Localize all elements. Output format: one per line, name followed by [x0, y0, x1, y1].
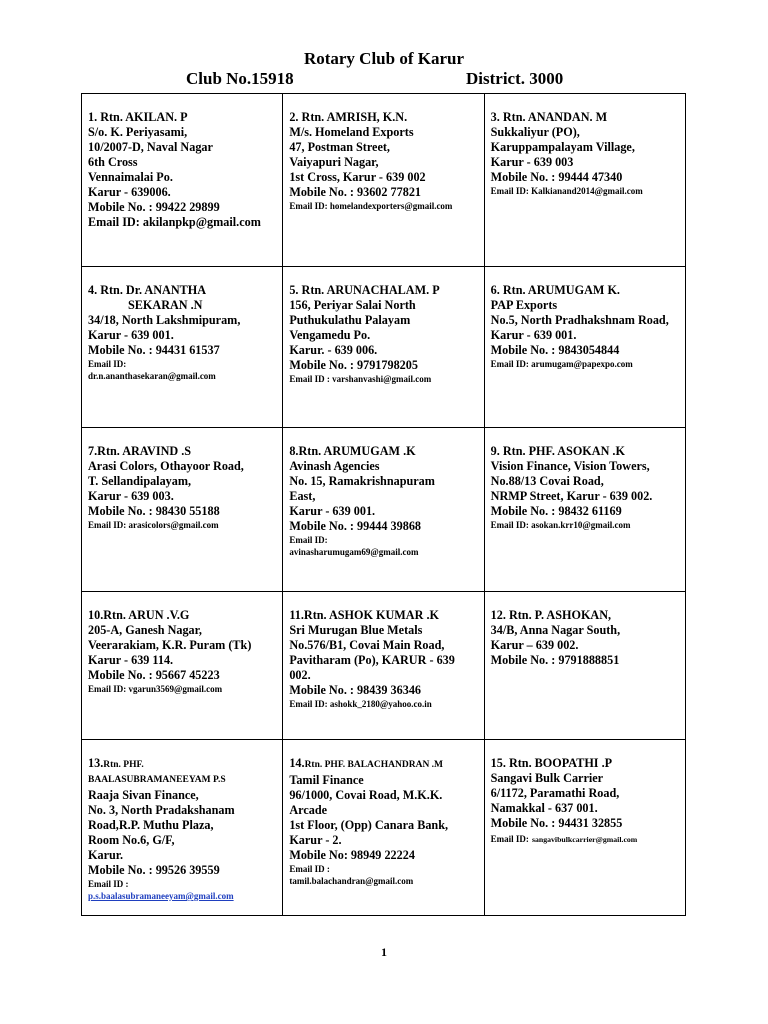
member-address-line: No.576/B1, Covai Main Road,: [289, 638, 445, 652]
member-address-line: T. Sellandipalayam,: [88, 474, 192, 488]
member-email-label: Email ID:: [490, 834, 529, 844]
page-title: Rotary Club of Karur: [303, 49, 465, 68]
member-name-prefix: Rtn. PHF.: [103, 760, 144, 770]
member-name: 8.Rtn. ARUMUGAM .K: [289, 444, 416, 458]
member-address-line: Karur - 639 001.: [490, 328, 577, 342]
member-address-line: Raaja Sivan Finance,: [88, 788, 199, 802]
member-mobile: Mobile No. : 99444 47340: [490, 170, 623, 184]
member-address-line: East,: [289, 489, 316, 503]
table-row: [82, 428, 686, 592]
member-address-line: Room No.6, G/F,: [88, 833, 175, 847]
member-card: [283, 740, 484, 916]
member-name: 6. Rtn. ARUMUGAM K.: [490, 283, 620, 297]
member-card: [484, 428, 685, 592]
member-name: 10.Rtn. ARUN .V.G: [88, 608, 190, 622]
member-card: [82, 740, 283, 916]
member-address-line: 34/B, Anna Nagar South,: [490, 623, 621, 637]
member-email: Email ID: arasicolors@gmail.com: [88, 520, 219, 530]
member-address-line: Arcade: [289, 803, 328, 817]
member-card: [82, 428, 283, 592]
member-mobile: Mobile No. : 98439 36346: [289, 683, 422, 697]
member-address-line: Karur - 639006.: [88, 185, 171, 199]
member-address-line: No.88/13 Covai Road,: [490, 474, 604, 488]
member-mobile: Mobile No. : 93602 77821: [289, 185, 422, 199]
member-name: 7.Rtn. ARAVIND .S: [88, 444, 192, 458]
member-name: 4. Rtn. Dr. ANANTHA: [88, 283, 207, 297]
member-name: 11.Rtn. ASHOK KUMAR .K: [289, 608, 439, 622]
member-card: [283, 94, 484, 267]
member-address-line: 34/18, North Lakshmipuram,: [88, 313, 241, 327]
member-address-line: 1st Cross, Karur - 639 002: [289, 170, 426, 184]
member-address-line: M/s. Homeland Exports: [289, 125, 414, 139]
member-mobile: Mobile No. : 95667 45223: [88, 668, 220, 682]
table-row: [82, 592, 686, 740]
member-mobile: Mobile No. : 99444 39868: [289, 519, 422, 533]
member-email: tamil.balachandran@gmail.com: [289, 876, 414, 886]
member-mobile: Mobile No. : 9791798205: [289, 358, 418, 372]
member-address-line: 96/1000, Covai Road, M.K.K.: [289, 788, 443, 802]
member-address-line: Karur - 639 114.: [88, 653, 174, 667]
member-address-line: Vaiyapuri Nagar,: [289, 155, 379, 169]
member-number: 14.: [289, 756, 305, 770]
member-address-line: Karur - 639 001.: [289, 504, 376, 518]
member-card: [82, 592, 283, 740]
member-address-line: Road,R.P. Muthu Plaza,: [88, 818, 214, 832]
member-address-line: Sri Murugan Blue Metals: [289, 623, 423, 637]
member-address-line: Arasi Colors, Othayoor Road,: [88, 459, 244, 473]
member-card: [484, 740, 685, 916]
member-address-line: 156, Periyar Salai North: [289, 298, 416, 312]
member-mobile: Mobile No. : 9791888851: [490, 653, 620, 667]
member-email-label: Email ID:: [289, 535, 328, 545]
member-name: 5. Rtn. ARUNACHALAM. P: [289, 283, 440, 297]
member-email-label: Email ID:: [88, 359, 127, 369]
member-email: Email ID: vgarun3569@gmail.com: [88, 684, 223, 694]
member-email: Email ID: ashokk_2180@yahoo.co.in: [289, 699, 432, 709]
member-address-line: Sangavi Bulk Carrier: [490, 771, 604, 785]
member-address-line: PAP Exports: [490, 298, 558, 312]
member-card: [82, 267, 283, 428]
member-address-line: NRMP Street, Karur - 639 002.: [490, 489, 653, 503]
member-name-continued: SEKARAN .N: [128, 298, 203, 312]
member-mobile: Mobile No. : 98432 61169: [490, 504, 622, 518]
member-email-link[interactable]: p.s.baalasubramaneeyam@gmail.com: [88, 891, 234, 901]
member-mobile: Mobile No. : 98430 55188: [88, 504, 220, 518]
member-address-line: 10/2007-D, Naval Nagar: [88, 140, 213, 154]
member-address-line: Puthukulathu Palayam: [289, 313, 411, 327]
member-email: dr.n.ananthasekaran@gmail.com: [88, 371, 216, 381]
member-address-line: Pavitharam (Po), KARUR - 639: [289, 653, 455, 667]
member-mobile: Mobile No. : 94431 61537: [88, 343, 220, 357]
member-address-line: 1st Floor, (Opp) Canara Bank,: [289, 818, 449, 832]
member-address-line: No.5, North Pradhakshnam Road,: [490, 313, 669, 327]
member-email: Email ID: asokan.krr10@gmail.com: [490, 520, 631, 530]
member-card: [484, 267, 685, 428]
member-name-prefix: Rtn. PHF. BALACHANDRAN .M: [304, 760, 444, 770]
member-card: [484, 592, 685, 740]
member-address-line: Avinash Agencies: [289, 459, 380, 473]
member-address-line: Karur - 2.: [289, 833, 342, 847]
member-address-line: Karuppampalayam Village,: [490, 140, 635, 154]
member-email-value: sangavibulkcarrier@gmail.com: [531, 835, 638, 844]
member-email: Email ID : varshanvashi@gmail.com: [289, 374, 432, 384]
member-address-line: 6/1172, Paramathi Road,: [490, 786, 620, 800]
member-card: [82, 94, 283, 267]
member-name: [289, 756, 479, 773]
member-name: 1. Rtn. AKILAN. P: [88, 110, 188, 124]
member-address-line: 205-A, Ganesh Nagar,: [88, 623, 202, 637]
member-address-line: 6th Cross: [88, 155, 138, 169]
district-number: District. 3000: [466, 69, 564, 88]
member-address-line: Karur - 639 001.: [88, 328, 174, 342]
member-card: [283, 428, 484, 592]
member-name: 3. Rtn. ANANDAN. M: [490, 110, 608, 124]
table-row: [82, 94, 686, 267]
member-address-line: Karur. - 639 006.: [289, 343, 378, 357]
member-mobile: Mobile No. : 9843054844: [490, 343, 620, 357]
club-number: Club No.15918: [186, 69, 294, 88]
member-mobile: Mobile No. : 99422 29899: [88, 200, 220, 214]
member-address-line: Veerarakiam, K.R. Puram (Tk): [88, 638, 252, 652]
member-card: [283, 267, 484, 428]
member-mobile: Mobile No. : 99526 39559: [88, 863, 220, 877]
member-email: Email ID: Kalkianand2014@gmail.com: [490, 186, 643, 196]
member-email: [491, 831, 681, 847]
table-row: [82, 267, 686, 428]
member-address-line: No. 15, Ramakrishnapuram: [289, 474, 435, 488]
member-address-line: Sukkaliyur (PO),: [490, 125, 580, 139]
member-card: [484, 94, 685, 267]
member-name: 15. Rtn. BOOPATHI .P: [490, 756, 613, 770]
member-address-line: Vision Finance, Vision Towers,: [490, 459, 650, 473]
member-name: [88, 756, 278, 773]
member-email: avinasharumugam69@gmail.com: [289, 547, 419, 557]
member-mobile: Mobile No. : 94431 32855: [490, 816, 623, 830]
member-address-line: Namakkal - 637 001.: [490, 801, 598, 815]
member-email: Email ID: homelandexporters@gmail.com: [289, 201, 453, 211]
member-card: [283, 592, 484, 740]
member-address-line: Vengamedu Po.: [289, 328, 371, 342]
member-name: 2. Rtn. AMRISH, K.N.: [289, 110, 408, 124]
member-directory-table: [81, 93, 686, 916]
member-email: Email ID: arumugam@papexpo.com: [490, 359, 633, 369]
member-address-line: S/o. K. Periyasami,: [88, 125, 188, 139]
member-name: 12. Rtn. P. ASHOKAN,: [490, 608, 612, 622]
member-email-label: Email ID :: [88, 879, 129, 889]
table-row: [82, 740, 686, 916]
member-name: 9. Rtn. PHF. ASOKAN .K: [490, 444, 625, 458]
member-address-line: Karur.: [88, 848, 124, 862]
member-address-line: Karur - 639 003: [490, 155, 574, 169]
member-address-line: Karur - 639 003.: [88, 489, 174, 503]
member-email-label: Email ID :: [289, 864, 330, 874]
member-email: Email ID: akilanpkp@gmail.com: [88, 215, 261, 229]
member-number: 13.: [88, 756, 104, 770]
member-address-line: No. 3, North Pradakshanam: [88, 803, 235, 817]
member-address-line: 002.: [289, 668, 311, 682]
member-address-line: Vennaimalai Po.: [88, 170, 173, 184]
member-name-continued: BAALASUBRAMANEEYAM P.S: [88, 775, 226, 785]
page-number: 1: [381, 945, 387, 959]
member-address-line: 47, Postman Street,: [289, 140, 390, 154]
member-mobile: Mobile No: 98949 22224: [289, 848, 415, 862]
member-address-line: Karur – 639 002.: [490, 638, 579, 652]
member-address-line: Tamil Finance: [289, 773, 364, 787]
